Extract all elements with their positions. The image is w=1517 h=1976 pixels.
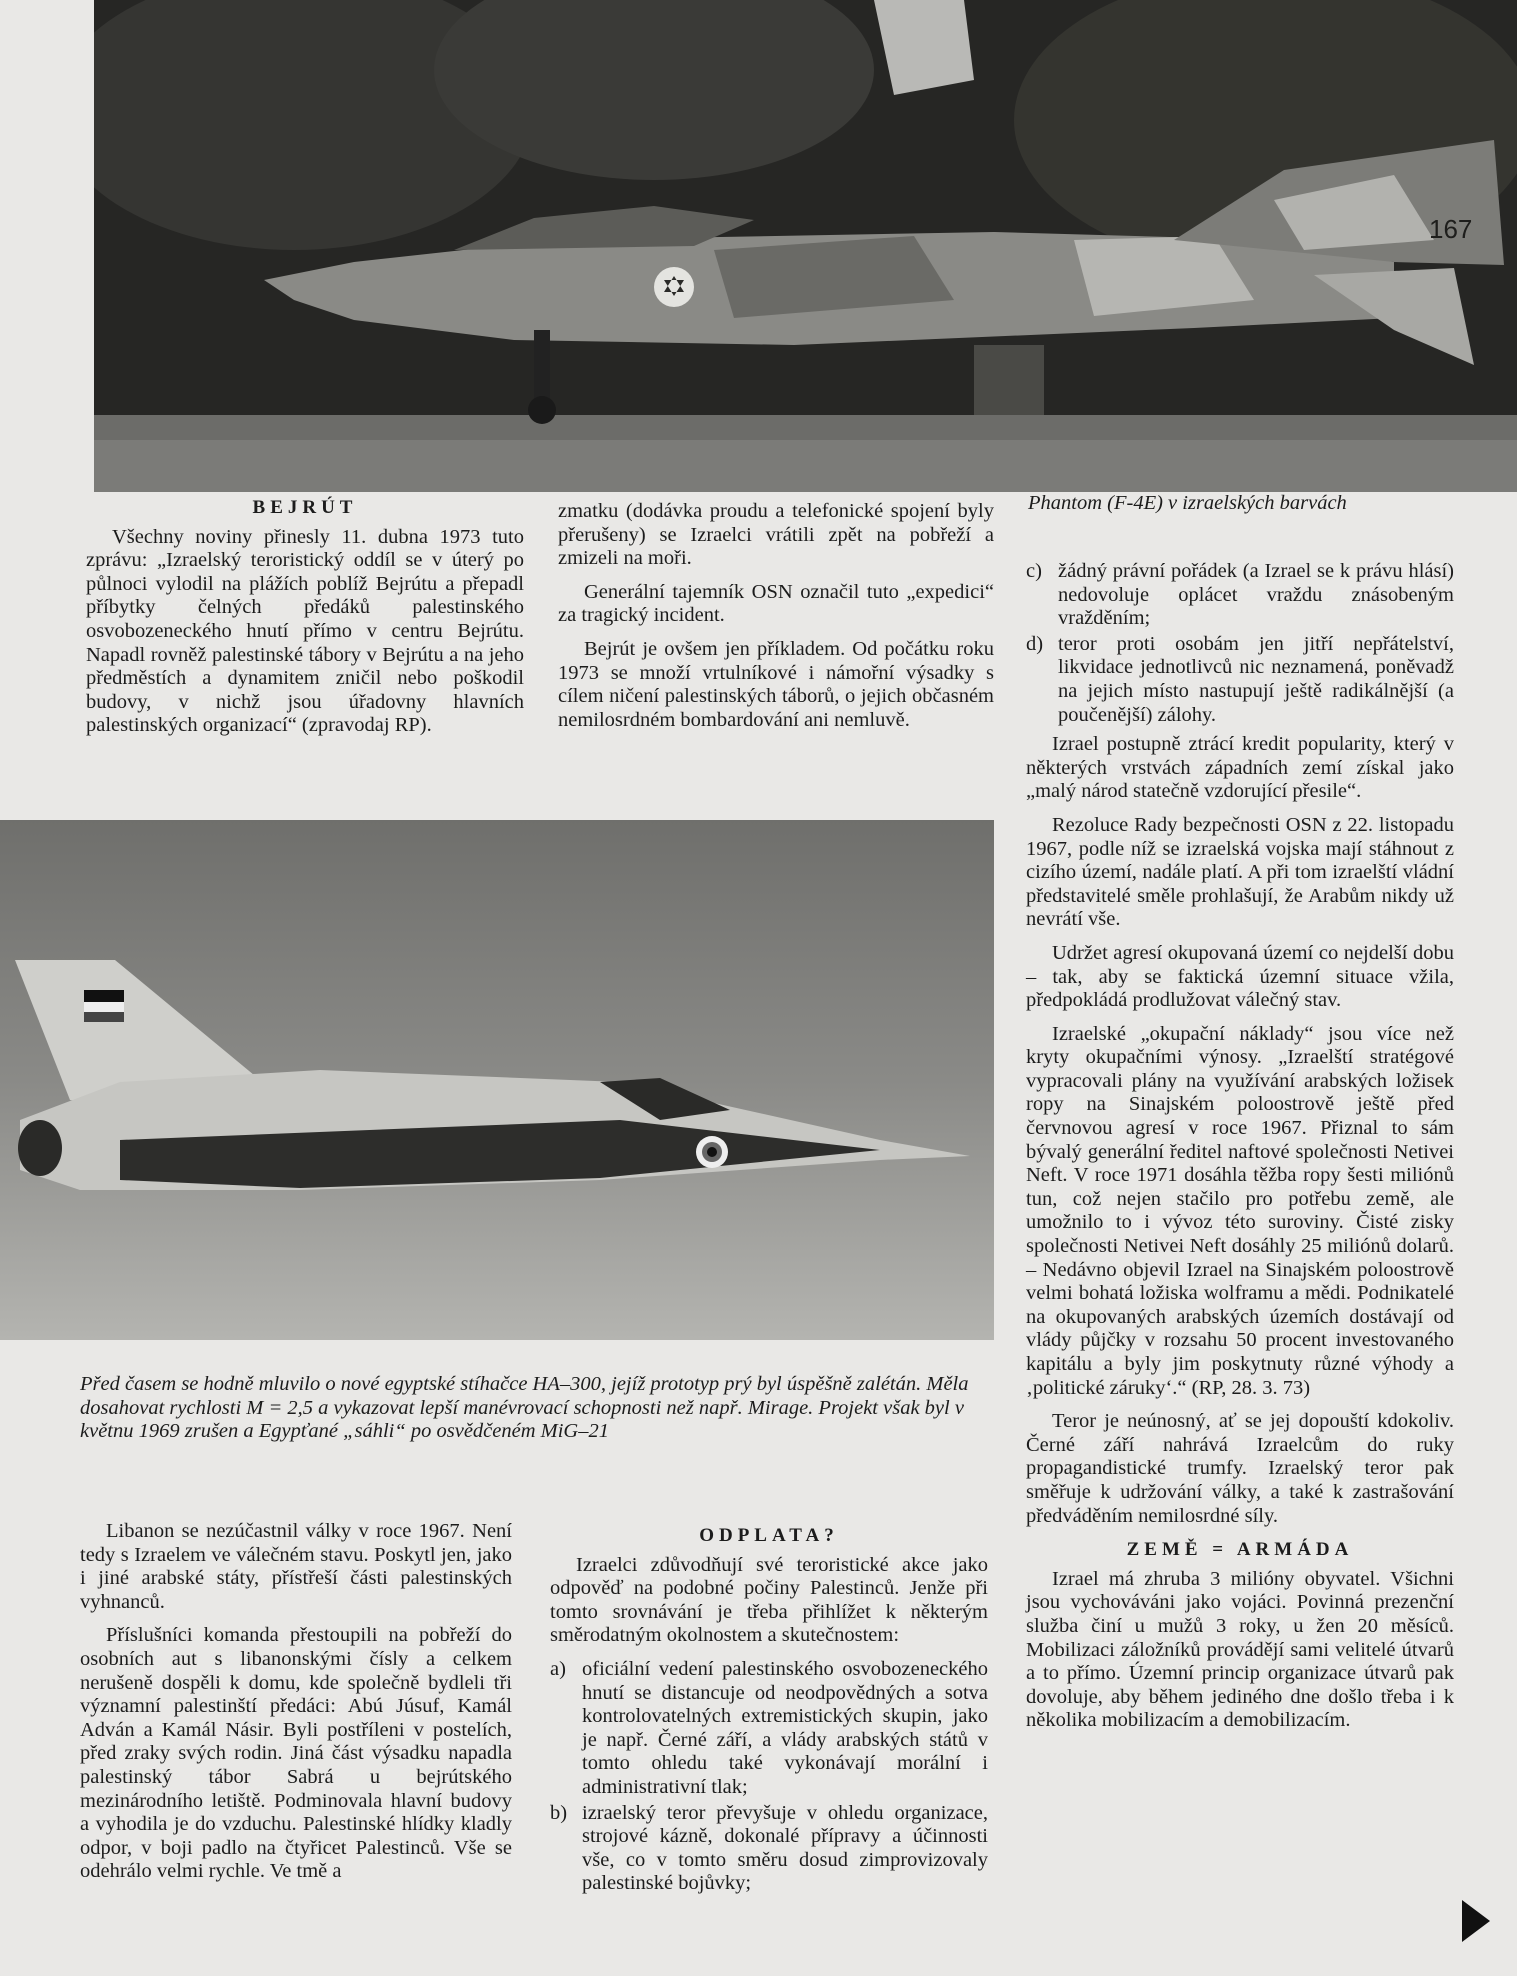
list-item: d) teror proti osobám jen jitří nepřátelství, likvidace jednotlivců nic neznamená, poněvadž na jejich místo nastupují ještě radikálnější (a poučenější) zálohy. — [1026, 632, 1454, 726]
paragraph: Teror je neúnosný, ať se jej dopouští kdokoliv. Černé září nahrává Izraelcům do ruky propagandistické trumfy. Izraelský teror pak směřuje k udržování války, a také k zastrašování předváděním nemilosrdné síly. — [1026, 1410, 1454, 1527]
paragraph: Izrael má zhruba 3 milióny obyvatel. Všichni jsou vychováváni jako vojáci. Povinná prezenční služba činí u mužů 3 roky, u žen 20 měsíců. Mobilizaci záložníků provádějí sami velitelé útvarů a to přímo. Územní princip organizace útvarů pak dovoluje, aby během jediného dne došlo třeba i k několika mobilizacím a demobilizacím. — [1026, 1567, 1454, 1732]
paragraph: Rezoluce Rady bezpečnosti OSN z 22. listopadu 1967, podle níž se izraelská vojska mají stáhnout z cizího území, nadále platí. A při tom izraelští vládní představitelé směle prohlašují, že Arabům nikdy už nevrátí vše. — [1026, 813, 1454, 931]
section-beirut — [86, 496, 524, 748]
paragraph: Všechny noviny přinesly 11. dubna 1973 tuto zprávu: „Izraelský teroristický oddíl se v úterý po půlnoci vylodil na plážích poblíž Bejrútu a přepadl příbytky čelných předáků palestinského osvobozeneckého hnutí přímo v centru Bejrútu. Napadl rovněž palestinské tábory v Bejrútu a na jeho předměstích a dynamitem zničil nebo poškodil budovy, v nichž jsou úřadovny hlavních palestinských organizací“ (zpravodaj RP). — [86, 525, 524, 737]
list-arguments-cd — [1026, 560, 1454, 727]
column-bottom-left — [80, 1520, 512, 1894]
paragraph: Izraelci zdůvodňují své teroristické akce jako odpověď na podobné počiny Palestinců. Jenže při tomto srovnávání je třeba přihlížet k některým směrodatným okolnostem a skutečnostem: — [550, 1553, 988, 1647]
paragraph: Izrael postupně ztrácí kredit popularity, který v některých vrstvách západních zemí získal jako „malý národ statečně vzdorující přesile“. — [1026, 733, 1454, 803]
paragraph: Libanon se nezúčastnil války v roce 1967. Není tedy s Izraelem ve válečném stavu. Poskytl jen, jako i jiné arabské státy, přístřeší části palestinských vyhnanců. — [80, 1520, 512, 1613]
photo-phantom-f4e — [94, 0, 1517, 492]
column-right — [1026, 560, 1454, 1743]
paragraph: Příslušníci komanda přestoupili na pobřeží do osobních aut s libanonskými čísly a celkem nerušeně dospěli k domu, kde společně bydleli tři významní palestinští předáci: Abú Júsuf, Kamál Adván a Kamál Násir. Byli postříleni v postelích, před zraky svých rodin. Jiná část výsadku napadla palestinský tábor Sabrá u bejrútského mezinárodního letiště. Podminovala hlavní budovy a vyhodila je do vzduchu. Palestinské hlídky kladly odpor, v boji padlo na čtyřicet Palestinců. Vše se odehrálo velmi rychle. Ve tmě a — [80, 1624, 512, 1883]
paragraph: Generální tajemník OSN označil tuto „expedici“ za tragický incident. — [558, 580, 994, 627]
heading-odplata: ODPLATA? — [699, 1525, 839, 1546]
paragraph: Udržet agresí okupovaná území co nejdelší dobu – tak, aby se faktická územní situace vžila, předpokládá prodlužovat válečný stav. — [1026, 941, 1454, 1012]
caption-top: Phantom (F-4E) v izraelských barvách — [1028, 492, 1347, 514]
list-item: c) žádný právní pořádek (a Izrael se k právu hlásí) nedovoluje oplácet vraždu znásobeným vražděním; — [1026, 560, 1454, 630]
paragraph-continuation: zmatku (dodávka proudu a telefonické spojení byly přerušeny) se Izraelci vrátili zpět na pobřeží a zmizeli na moři. — [558, 500, 994, 570]
photo-ha300 — [0, 820, 994, 1340]
column-middle-top — [558, 500, 994, 742]
paragraph: Bejrút je ovšem jen příkladem. Od počátku roku 1973 se množí vrtulníkové i námořní výsadky s cílem ničení palestinských táborů, o jejich občasném nemilosrdném bombardování ani nemluvě. — [558, 637, 994, 731]
list-item: b) izraelský teror převyšuje v ohledu organizace, strojové kázně, dokonalé přípravy a účinnosti vše, co v tomto směru dosud zimprovizovaly palestinské bojůvky; — [550, 1801, 988, 1895]
heading-zeme-armada: ZEMĚ = ARMÁDA — [1126, 1539, 1354, 1561]
caption-ha300: Před časem se hodně mluvilo o nové egyptské stíhačce HA–300, jejíž prototyp prý byl úspěšně zalétán. Měla dosahovat rychlosti M = 2,5 a vykazovat lepší manévrovací schopnosti než např. Mirage. Projekt však byl v květnu 1969 zrušen a Egypťané „sáhli“ po osvědčeném MiG–21 — [80, 1373, 969, 1442]
list-arguments-ab — [550, 1658, 988, 1896]
triangle-right-icon — [1462, 1900, 1490, 1942]
aircraft-marking: 167 — [1429, 214, 1473, 244]
paragraph: Izraelské „okupační náklady“ jsou více než kryty okupačními výnosy. „Izraelští stratégové vypracovali plány na využívání arabských ložisek ropy na Sinajském poloostrově ještě před červnovou agresí v roce 1967. Přiznal to sám bývalý generální ředitel naftové společnosti Netivei Neft. V roce 1971 dosáhla těžba ropy šesti miliónů tun, což nejen stačilo pro potřebu země, ale umožnilo to i vývoz této suroviny. Čisté zisky společnosti Netivei Neft dosáhly 25 miliónů dolarů. – Nedávno objevil Izrael na Sinajském poloostrově velmi bohatá ložiska wolframu a mědi. Podnikatelé na okupovaných arabských územích dostávají od vlády půjčky v rozsahu 50 procent investovaného kapitálu a byly jim poskytnuty různé výhody a ‚politické záruky‘.“ (RP, 28. 3. 73) — [1026, 1022, 1454, 1399]
section-odplata — [550, 1524, 988, 1902]
list-item: a) oficiální vedení palestinského osvobozeneckého hnutí se distancuje od neodpovědných a sotva kontrolovatelných extremistických skupin, jako je např. Černé září, a vlády arabských států v tomto ohledu také vykonávají morální i administrativní tlak; — [550, 1657, 988, 1798]
heading-beirut: BEJRÚT — [252, 497, 358, 518]
